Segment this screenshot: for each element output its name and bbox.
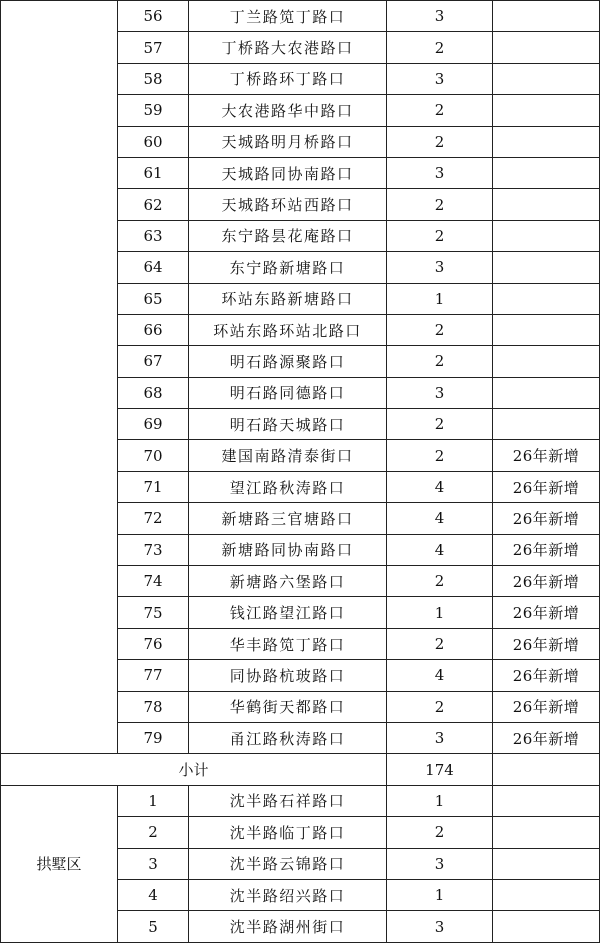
device-count: 2 xyxy=(387,220,493,251)
row-number: 4 xyxy=(118,879,189,910)
row-number: 5 xyxy=(118,911,189,942)
row-number: 1 xyxy=(118,785,189,816)
location-name: 新塘路同协南路口 xyxy=(189,534,387,565)
device-count: 2 xyxy=(387,691,493,722)
location-name: 大农港路华中路口 xyxy=(189,95,387,126)
location-name: 沈半路石祥路口 xyxy=(189,785,387,816)
location-name: 钱江路望江路口 xyxy=(189,597,387,628)
row-number: 78 xyxy=(118,691,189,722)
row-number: 76 xyxy=(118,628,189,659)
row-number: 69 xyxy=(118,409,189,440)
device-count: 4 xyxy=(387,534,493,565)
location-name: 沈半路临丁路口 xyxy=(189,817,387,848)
remark: 26年新增 xyxy=(493,471,600,502)
row-number: 71 xyxy=(118,471,189,502)
remark xyxy=(493,879,600,910)
device-count: 1 xyxy=(387,597,493,628)
device-count: 2 xyxy=(387,628,493,659)
location-name: 甬江路秋涛路口 xyxy=(189,722,387,753)
device-count: 2 xyxy=(387,189,493,220)
row-number: 73 xyxy=(118,534,189,565)
device-count: 3 xyxy=(387,1,493,32)
row-number: 65 xyxy=(118,283,189,314)
location-name: 沈半路绍兴路口 xyxy=(189,879,387,910)
remark xyxy=(493,157,600,188)
device-count: 2 xyxy=(387,95,493,126)
subtotal-note xyxy=(493,754,600,785)
device-count: 3 xyxy=(387,848,493,879)
remark xyxy=(493,1,600,32)
row-number: 67 xyxy=(118,346,189,377)
device-count: 4 xyxy=(387,503,493,534)
subtotal-label: 小计 xyxy=(1,754,387,785)
location-name: 东宁路新塘路口 xyxy=(189,252,387,283)
remark xyxy=(493,817,600,848)
remark xyxy=(493,63,600,94)
remark xyxy=(493,911,600,942)
location-name: 新塘路三官塘路口 xyxy=(189,503,387,534)
device-count: 1 xyxy=(387,785,493,816)
remark: 26年新增 xyxy=(493,691,600,722)
row-number: 75 xyxy=(118,597,189,628)
district-name: 拱墅区 xyxy=(1,785,118,942)
subtotal-body xyxy=(1,754,600,785)
location-name: 东宁路昙花庵路口 xyxy=(189,220,387,251)
remark: 26年新增 xyxy=(493,660,600,691)
subtotal-value: 174 xyxy=(387,754,493,785)
location-name: 环站东路环站北路口 xyxy=(189,314,387,345)
row-number: 61 xyxy=(118,157,189,188)
location-name: 明石路同德路口 xyxy=(189,377,387,408)
device-count: 2 xyxy=(387,32,493,63)
row-number: 3 xyxy=(118,848,189,879)
location-name: 环站东路新塘路口 xyxy=(189,283,387,314)
row-number: 59 xyxy=(118,95,189,126)
device-count: 4 xyxy=(387,660,493,691)
row-number: 68 xyxy=(118,377,189,408)
row-number: 70 xyxy=(118,440,189,471)
device-count: 2 xyxy=(387,817,493,848)
remark xyxy=(493,32,600,63)
device-count: 3 xyxy=(387,63,493,94)
remark xyxy=(493,409,600,440)
remark xyxy=(493,848,600,879)
device-count: 2 xyxy=(387,440,493,471)
device-count: 3 xyxy=(387,377,493,408)
device-count: 3 xyxy=(387,252,493,283)
device-count: 2 xyxy=(387,566,493,597)
location-name: 新塘路六堡路口 xyxy=(189,566,387,597)
remark: 26年新增 xyxy=(493,440,600,471)
subtotal-row xyxy=(1,754,600,785)
device-count: 1 xyxy=(387,879,493,910)
row-number: 57 xyxy=(118,32,189,63)
device-count: 3 xyxy=(387,911,493,942)
remark xyxy=(493,377,600,408)
remark: 26年新增 xyxy=(493,628,600,659)
remark xyxy=(493,95,600,126)
remark: 26年新增 xyxy=(493,503,600,534)
row-number: 56 xyxy=(118,1,189,32)
location-name: 明石路天城路口 xyxy=(189,409,387,440)
remark xyxy=(493,785,600,816)
row-number: 60 xyxy=(118,126,189,157)
table-row xyxy=(1,1,600,32)
remark xyxy=(493,189,600,220)
section-b-body xyxy=(1,785,600,942)
remark: 26年新增 xyxy=(493,597,600,628)
remark xyxy=(493,283,600,314)
location-name: 华鹤街天都路口 xyxy=(189,691,387,722)
location-name: 明石路源聚路口 xyxy=(189,346,387,377)
location-name: 丁桥路环丁路口 xyxy=(189,63,387,94)
device-count: 4 xyxy=(387,471,493,502)
location-name: 天城路同协南路口 xyxy=(189,157,387,188)
remark xyxy=(493,126,600,157)
location-name: 丁兰路笕丁路口 xyxy=(189,1,387,32)
row-number: 77 xyxy=(118,660,189,691)
table-row xyxy=(1,785,600,816)
location-name: 同协路杭玻路口 xyxy=(189,660,387,691)
remark xyxy=(493,252,600,283)
row-number: 64 xyxy=(118,252,189,283)
device-count: 2 xyxy=(387,314,493,345)
location-name: 建国南路清泰街口 xyxy=(189,440,387,471)
location-name: 望江路秋涛路口 xyxy=(189,471,387,502)
location-name: 沈半路湖州街口 xyxy=(189,911,387,942)
remark: 26年新增 xyxy=(493,722,600,753)
device-count: 2 xyxy=(387,346,493,377)
district-cell xyxy=(1,1,118,754)
row-number: 63 xyxy=(118,220,189,251)
location-name: 天城路明月桥路口 xyxy=(189,126,387,157)
row-number: 62 xyxy=(118,189,189,220)
location-name: 丁桥路大农港路口 xyxy=(189,32,387,63)
device-count: 2 xyxy=(387,126,493,157)
section-a-body xyxy=(1,1,600,754)
row-number: 2 xyxy=(118,817,189,848)
remark: 26年新增 xyxy=(493,534,600,565)
location-name: 华丰路笕丁路口 xyxy=(189,628,387,659)
row-number: 72 xyxy=(118,503,189,534)
row-number: 58 xyxy=(118,63,189,94)
device-count: 1 xyxy=(387,283,493,314)
device-count: 3 xyxy=(387,157,493,188)
row-number: 74 xyxy=(118,566,189,597)
remark: 26年新增 xyxy=(493,566,600,597)
device-count: 3 xyxy=(387,722,493,753)
location-name: 沈半路云锦路口 xyxy=(189,848,387,879)
row-number: 79 xyxy=(118,722,189,753)
remark xyxy=(493,346,600,377)
remark xyxy=(493,314,600,345)
row-number: 66 xyxy=(118,314,189,345)
device-count: 2 xyxy=(387,409,493,440)
location-name: 天城路环站西路口 xyxy=(189,189,387,220)
remark xyxy=(493,220,600,251)
